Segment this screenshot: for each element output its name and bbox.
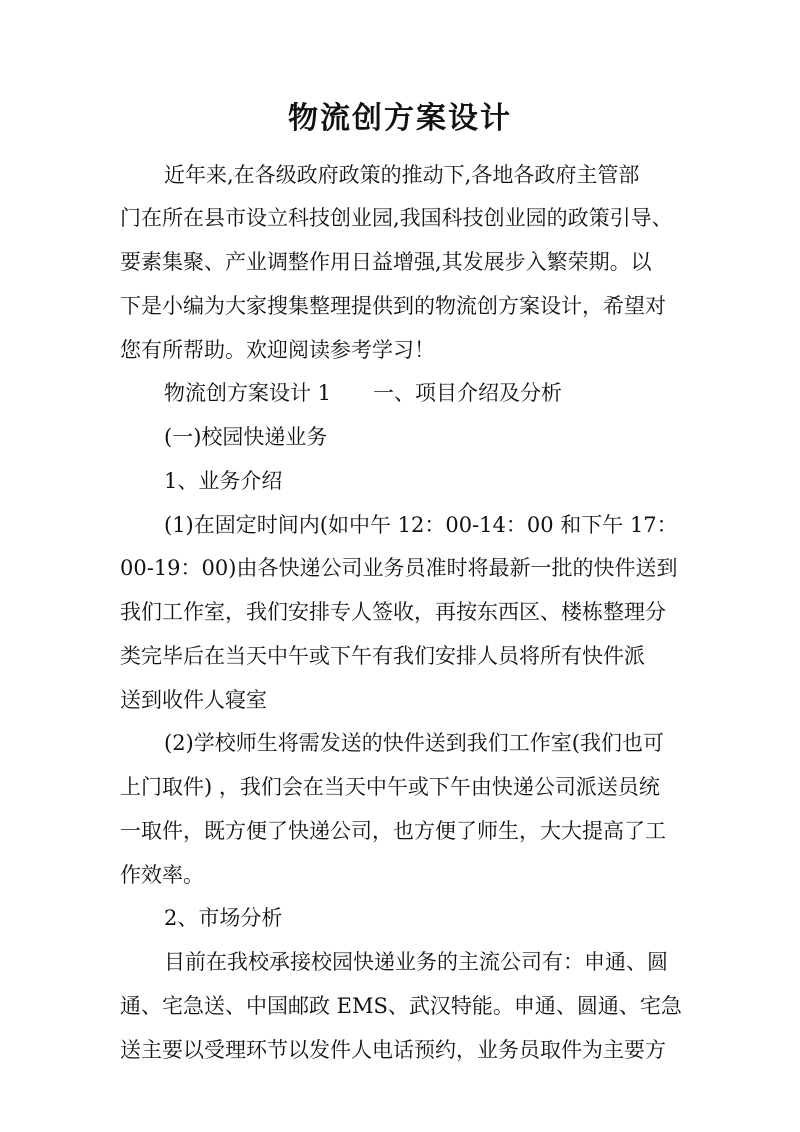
section-heading: 物流创方案设计 1 一、项目介绍及分析: [164, 381, 563, 405]
paragraph-line: 送主要以受理环节以发件人电话预约，业务员取件为主要方: [120, 1038, 666, 1062]
paragraph-line: 一取件，既方便了快递公司，也方便了师生，大大提高了工: [120, 819, 666, 843]
paragraph-line: (1)在固定时间内(如中午 12：00-14：00 和下午 17：: [164, 513, 678, 537]
paragraph-line: (2)学校师生将需发送的快件送到我们工作室(我们也可: [164, 731, 664, 755]
subsection-heading: 2、市场分析: [164, 906, 283, 930]
paragraph-line: 00-19：00)由各快递公司业务员准时将最新一批的快件送到: [120, 556, 678, 580]
paragraph-line: 类完毕后在当天中午或下午有我们安排人员将所有快件派: [120, 644, 645, 668]
subsection-heading: (一)校园快递业务: [164, 425, 328, 449]
paragraph-line: 您有所帮助。欢迎阅读参考学习！: [120, 338, 435, 362]
subsection-heading: 1、业务介绍: [164, 469, 283, 493]
paragraph-line: 我们工作室，我们安排专人签收，再按东西区、楼栋整理分: [120, 600, 666, 624]
paragraph-line: 上门取件) ，我们会在当天中午或下午由快递公司派送员统: [120, 775, 660, 799]
paragraph-line: 要素集聚、产业调整作用日益增强,其发展步入繁荣期。以: [120, 250, 652, 274]
paragraph-line: 门在所在县市设立科技创业园,我国科技创业园的政策引导、: [120, 206, 673, 230]
paragraph-line: 通、宅急送、中国邮政 EMS、武汉特能。申通、圆通、宅急: [120, 994, 682, 1018]
document-title: 物流创方案设计: [288, 101, 512, 136]
paragraph-line: 下是小编为大家搜集整理提供到的物流创方案设计，希望对: [120, 294, 666, 318]
paragraph-line: 送到收件人寝室: [120, 688, 267, 712]
paragraph-line: 作效率。: [120, 863, 204, 887]
paragraph-line: 近年来,在各级政府政策的推动下,各地各政府主管部: [164, 163, 640, 187]
paragraph-line: 目前在我校承接校园快递业务的主流公司有：申通、圆: [164, 950, 668, 974]
